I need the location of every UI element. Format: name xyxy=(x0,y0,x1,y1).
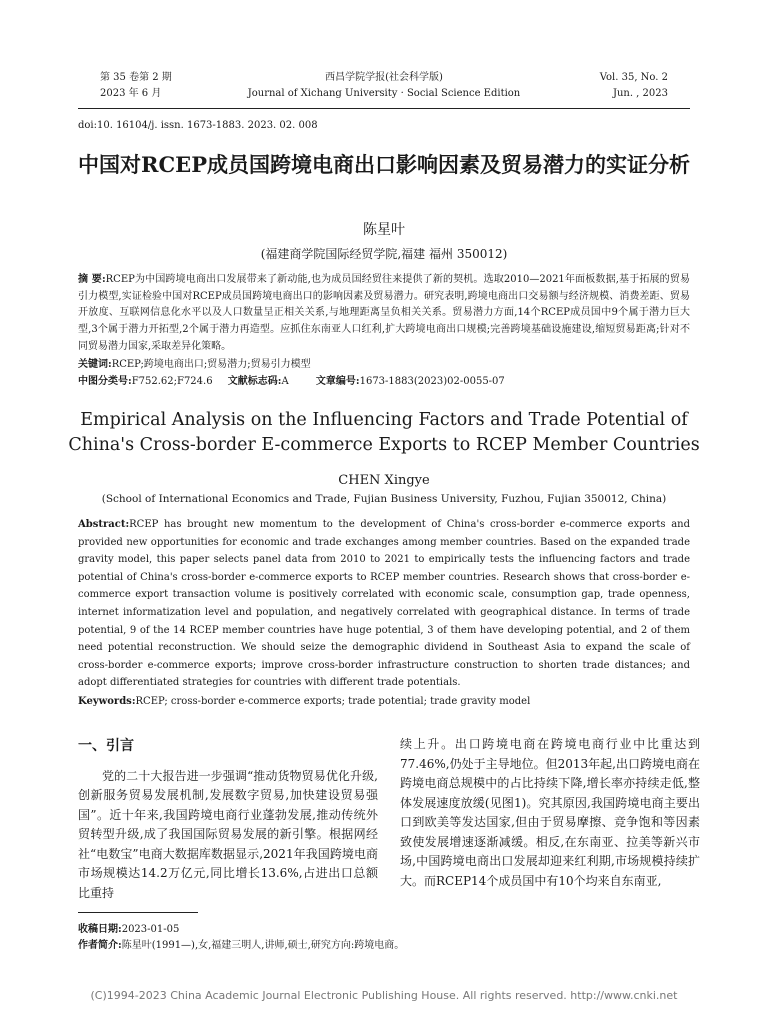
keywords-chinese-text: RCEP;跨境电商出口;贸易潜力;贸易引力模型 xyxy=(111,359,311,370)
abstract-chinese xyxy=(78,272,690,356)
abstract-english xyxy=(78,516,690,692)
copyright-footer: (C)1994-2023 China Academic Journal Electronic Publishing House. All rights reserved. http://www.cnki.net xyxy=(90,989,678,1002)
affiliation-english: (School of International Economics and Trade, Fujian Business University, Fuzhou, Fujian 350012, China) xyxy=(101,493,667,505)
body-column-left xyxy=(78,737,378,903)
header-volume-info: 第 35 卷第 2 期 2023 年 6 月 xyxy=(100,72,172,99)
abstract-english-text: RCEP has brought new momentum to the development of China's cross-border e-commerce exports and provided new opportunities for economic and trade exchanges among member countries. Based on the expanded trade gravity model, this paper selects panel data from 2010 to 2021 to empirically tests the influencing factors and trade potential of China's cross-border e-commerce exports to RCEP member countries. Research shows that cross-border e-commerce export transaction volume is positively correlated with economic scale, consumption gap, trade openness, internet informatization level and population, and negatively correlated with geographical distance. In terms of trade potential, 9 of the 14 RCEP member countries have huge potential, 3 of them have developing potential, and 2 of them need potential reconstruction. We should seize the demographic dividend in Southeast Asia to expand the scale of cross-border e-commerce exports; improve cross-border infrastructure construction to shorten trade distances; and adopt differentiated strategies for countries with different trade potentials. xyxy=(78,519,690,689)
abstract-chinese-label: 摘 要: xyxy=(78,274,106,285)
title-chinese: 中国对RCEP成员国跨境电商出口影响因素及贸易潜力的实证分析 xyxy=(78,152,690,177)
keywords-english-text: RCEP; cross-border e-commerce exports; trade potential; trade gravity model xyxy=(135,696,531,707)
keywords-english-label: Keywords: xyxy=(78,696,136,707)
title-english: Empirical Analysis on the Influencing Factors and Trade Potential of China's Cross-border E-commerce Exports to RCEP Member Countries xyxy=(68,410,700,455)
body-paragraph: 党的二十大报告进一步强调“推动货物贸易优化升级,创新服务贸易发展机制,发展数字贸易,加快建设贸易强国”。近十年来,我国跨境电商行业蓬勃发展,推动传统外贸转型升级,成了我国国际贸易发展的新引擎。根据网经社“电数宝”电商大数据库数据显示,2021年我国跨境电商市场规模达14.2万亿元,同比增长13.6%,占进出口总额比重持 xyxy=(78,768,378,900)
author-chinese: 陈星叶 xyxy=(363,222,405,238)
running-header xyxy=(100,70,668,108)
footnote-received-date: 收稿日期:2023-01-05 xyxy=(78,924,180,935)
author-english: CHEN Xingye xyxy=(338,473,430,488)
doi: doi:10. 16104/j. issn. 1673-1883. 2023. 02. 008 xyxy=(78,120,318,131)
keywords-chinese-label: 关键词: xyxy=(78,359,112,370)
affiliation-chinese: (福建商学院国际经贸学院,福建 福州 350012) xyxy=(260,247,508,261)
article-number: 1673-1883(2023)02-0055-07 xyxy=(359,376,505,387)
clc-number: F752.62;F724.6 xyxy=(131,376,213,387)
abstract-chinese-text: RCEP为中国跨境电商出口发展带来了新动能,也为成员国经贸往来提供了新的契机。选取2010—2021年面板数据,基于拓展的贸易引力模型,实证检验中国对RCEP成员国跨境电商出口的影响因素及贸易潜力。研究表明,跨境电商出口交易额与经济规模、消费差距、贸易开放度、互联网信息化水平以及人口数量呈正相关关系,与地理距离呈负相关关系。贸易潜力方面,14个RCEP成员国中9个属于潜力巨大型,3个属于潜力开拓型,2个属于潜力再造型。应抓住东南亚人口红利,扩大跨境电商出口规模;完善跨境基础设施建设,缩短贸易距离;针对不同贸易潜力国家,采取差异化策略。 xyxy=(78,274,690,352)
body-paragraph-continued: 续上升。出口跨境电商在跨境电商行业中比重达到77.46%,仍处于主导地位。但2013年起,出口跨境电商在跨境电商总规模中的占比持续下降,增长率亦持续走低,整体发展速度放缓(见图1)。究其原因,我国跨境电商主要出口到欧美等发达国家,但由于贸易摩擦、竞争饱和等因素致使发展增速逐渐减缓。相反,在东南亚、拉美等新兴市场,中国跨境电商出口发展却迎来红利期,市场规模持续扩大。而RCEP14个成员国中有10个均来自东南亚, xyxy=(400,737,700,888)
header-journal-name: 西昌学院学报(社会科学版) Journal of Xichang University · Social Science Edition xyxy=(247,72,521,99)
classification-line: 中图分类号:F752.62;F724.6 文献标志码:A 文章编号:1673-1883(2023)02-0055-07 xyxy=(78,376,505,387)
section-heading: 一、引言 xyxy=(78,738,134,754)
keywords-chinese xyxy=(78,357,690,374)
header-volume-info-en: Vol. 35, No. 2 Jun. , 2023 xyxy=(599,72,668,99)
footnote-rule xyxy=(78,912,198,913)
abstract-english-label: Abstract: xyxy=(78,519,130,530)
keywords-english xyxy=(78,696,690,707)
header-rule xyxy=(78,108,690,109)
body-column-right xyxy=(400,735,700,891)
document-code: A xyxy=(281,376,289,387)
footnote-author-bio: 作者简介:陈星叶(1991—),女,福建三明人,讲师,硕士,研究方向:跨境电商。 xyxy=(78,940,405,951)
